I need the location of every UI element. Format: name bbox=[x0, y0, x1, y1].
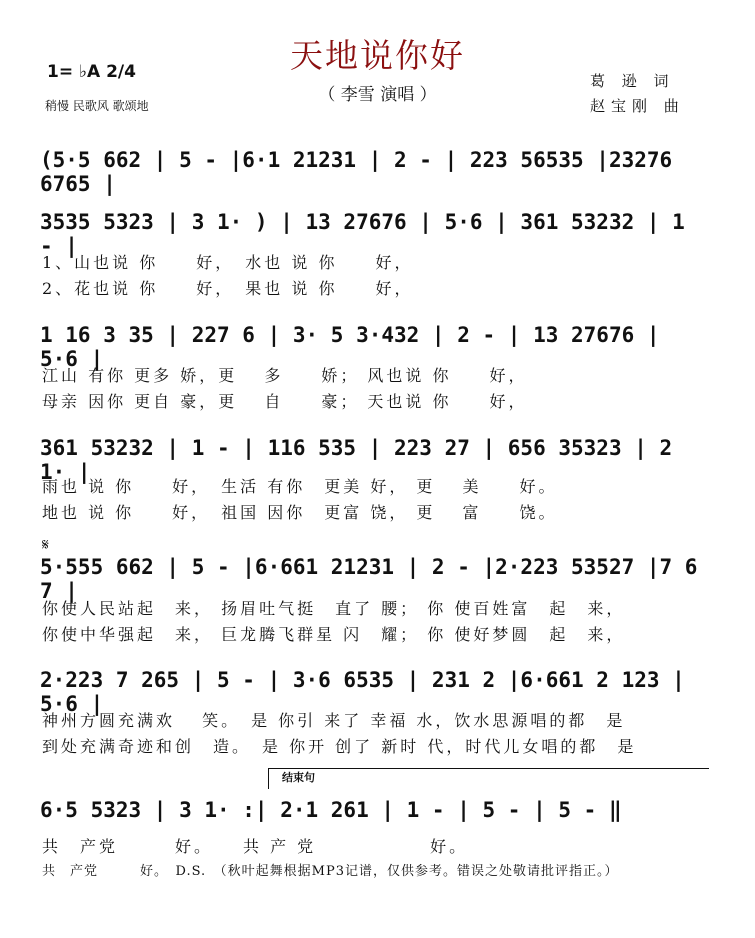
ending-label: 结束句 bbox=[282, 771, 315, 784]
lyric-line-6-verse-2: 到处充满奇迹和创 造。 是 你开 创了 新时 代，时代儿女唱的都 是 bbox=[42, 737, 637, 756]
staff-line-6: 2·223 7 265 | 5 - | 3·6 6535 | 231 2 |6·661 2 123 | 5·6 | bbox=[40, 668, 685, 716]
key-signature: 1= ♭A 2/4 bbox=[47, 62, 136, 82]
song-title: 天地说你好 bbox=[290, 36, 465, 75]
lyric-line-6-verse-1: 神州方圆充满欢 笑。 是 你引 来了 幸福 水，饮水思源唱的都 是 bbox=[42, 711, 626, 730]
singer-credit: （ 李雪 演唱 ） bbox=[318, 85, 437, 105]
lyric-line-3-verse-1: 江山 有你 更多 娇，更 多 娇； 风也说 你 好， bbox=[42, 366, 528, 385]
lyric-line-3-verse-2: 母亲 因你 更自 豪，更 自 豪； 天也说 你 好， bbox=[42, 392, 528, 411]
composer-credit: 赵宝刚 曲 bbox=[590, 97, 685, 115]
lyric-line-2-verse-2: 2、花也说 你 好， 果也 说 你 好， bbox=[42, 279, 414, 298]
lyricist-credit: 葛 逊 词 bbox=[590, 72, 675, 90]
staff-line-7: 6·5 5323 | 3 1· :| 2·1 261 | 1 - | 5 - | 5 - ‖ bbox=[40, 798, 622, 822]
staff-line-3: 1 16 3 35 | 227 6 | 3· 5 3·432 | 2 - | 13 27676 | 5·6 | bbox=[40, 323, 660, 371]
lyric-line-7-verse-1: 共 产党 好。 共 产 党 好。 bbox=[42, 837, 469, 856]
staff-line-1: (5·5 662 | 5 - |6·1 21231 | 2 - | 223 56535 |23276 6765 | bbox=[40, 148, 673, 196]
ending-bracket bbox=[268, 768, 709, 789]
lyric-line-5-verse-1: 你使人民站起 来， 扬眉吐气挺 直了 腰； 你 使百姓富 起 来， bbox=[42, 599, 626, 618]
lyric-line-4-verse-1: 雨也 说 你 好， 生活 有你 更美 好， 更 美 好。 bbox=[42, 477, 558, 496]
lyric-line-4-verse-2: 地也 说 你 好， 祖国 因你 更富 饶， 更 富 饶。 bbox=[42, 503, 558, 522]
staff-line-5: 5·555 662 | 5 - |6·661 21231 | 2 - |2·223 53527 |7 6 7 | bbox=[40, 555, 698, 603]
lyric-line-5-verse-2: 你使中华强起 来， 巨龙腾飞群星 闪 耀； 你 使好梦圆 起 来， bbox=[42, 625, 626, 644]
staff-line-2: 3535 5323 | 3 1· ) | 13 27676 | 5·6 | 361 53232 | 1 - | bbox=[40, 210, 685, 258]
lyric-line-2-verse-1: 1、山也说 你 好， 水也 说 你 好， bbox=[42, 253, 414, 272]
staff-line-4: 361 53232 | 1 - | 116 535 | 223 27 | 656 35323 | 2 1· | bbox=[40, 436, 673, 484]
tempo-marking: 稍慢 民歌风 歌颂地 bbox=[45, 99, 149, 113]
lyric-line-7-verse-2: 共 产党 好。 D.S. （秋叶起舞根据MP3记谱，仅供参考。错误之处敬请批评指正。） bbox=[42, 864, 619, 879]
segno-sign: 𝄋 bbox=[42, 535, 49, 554]
